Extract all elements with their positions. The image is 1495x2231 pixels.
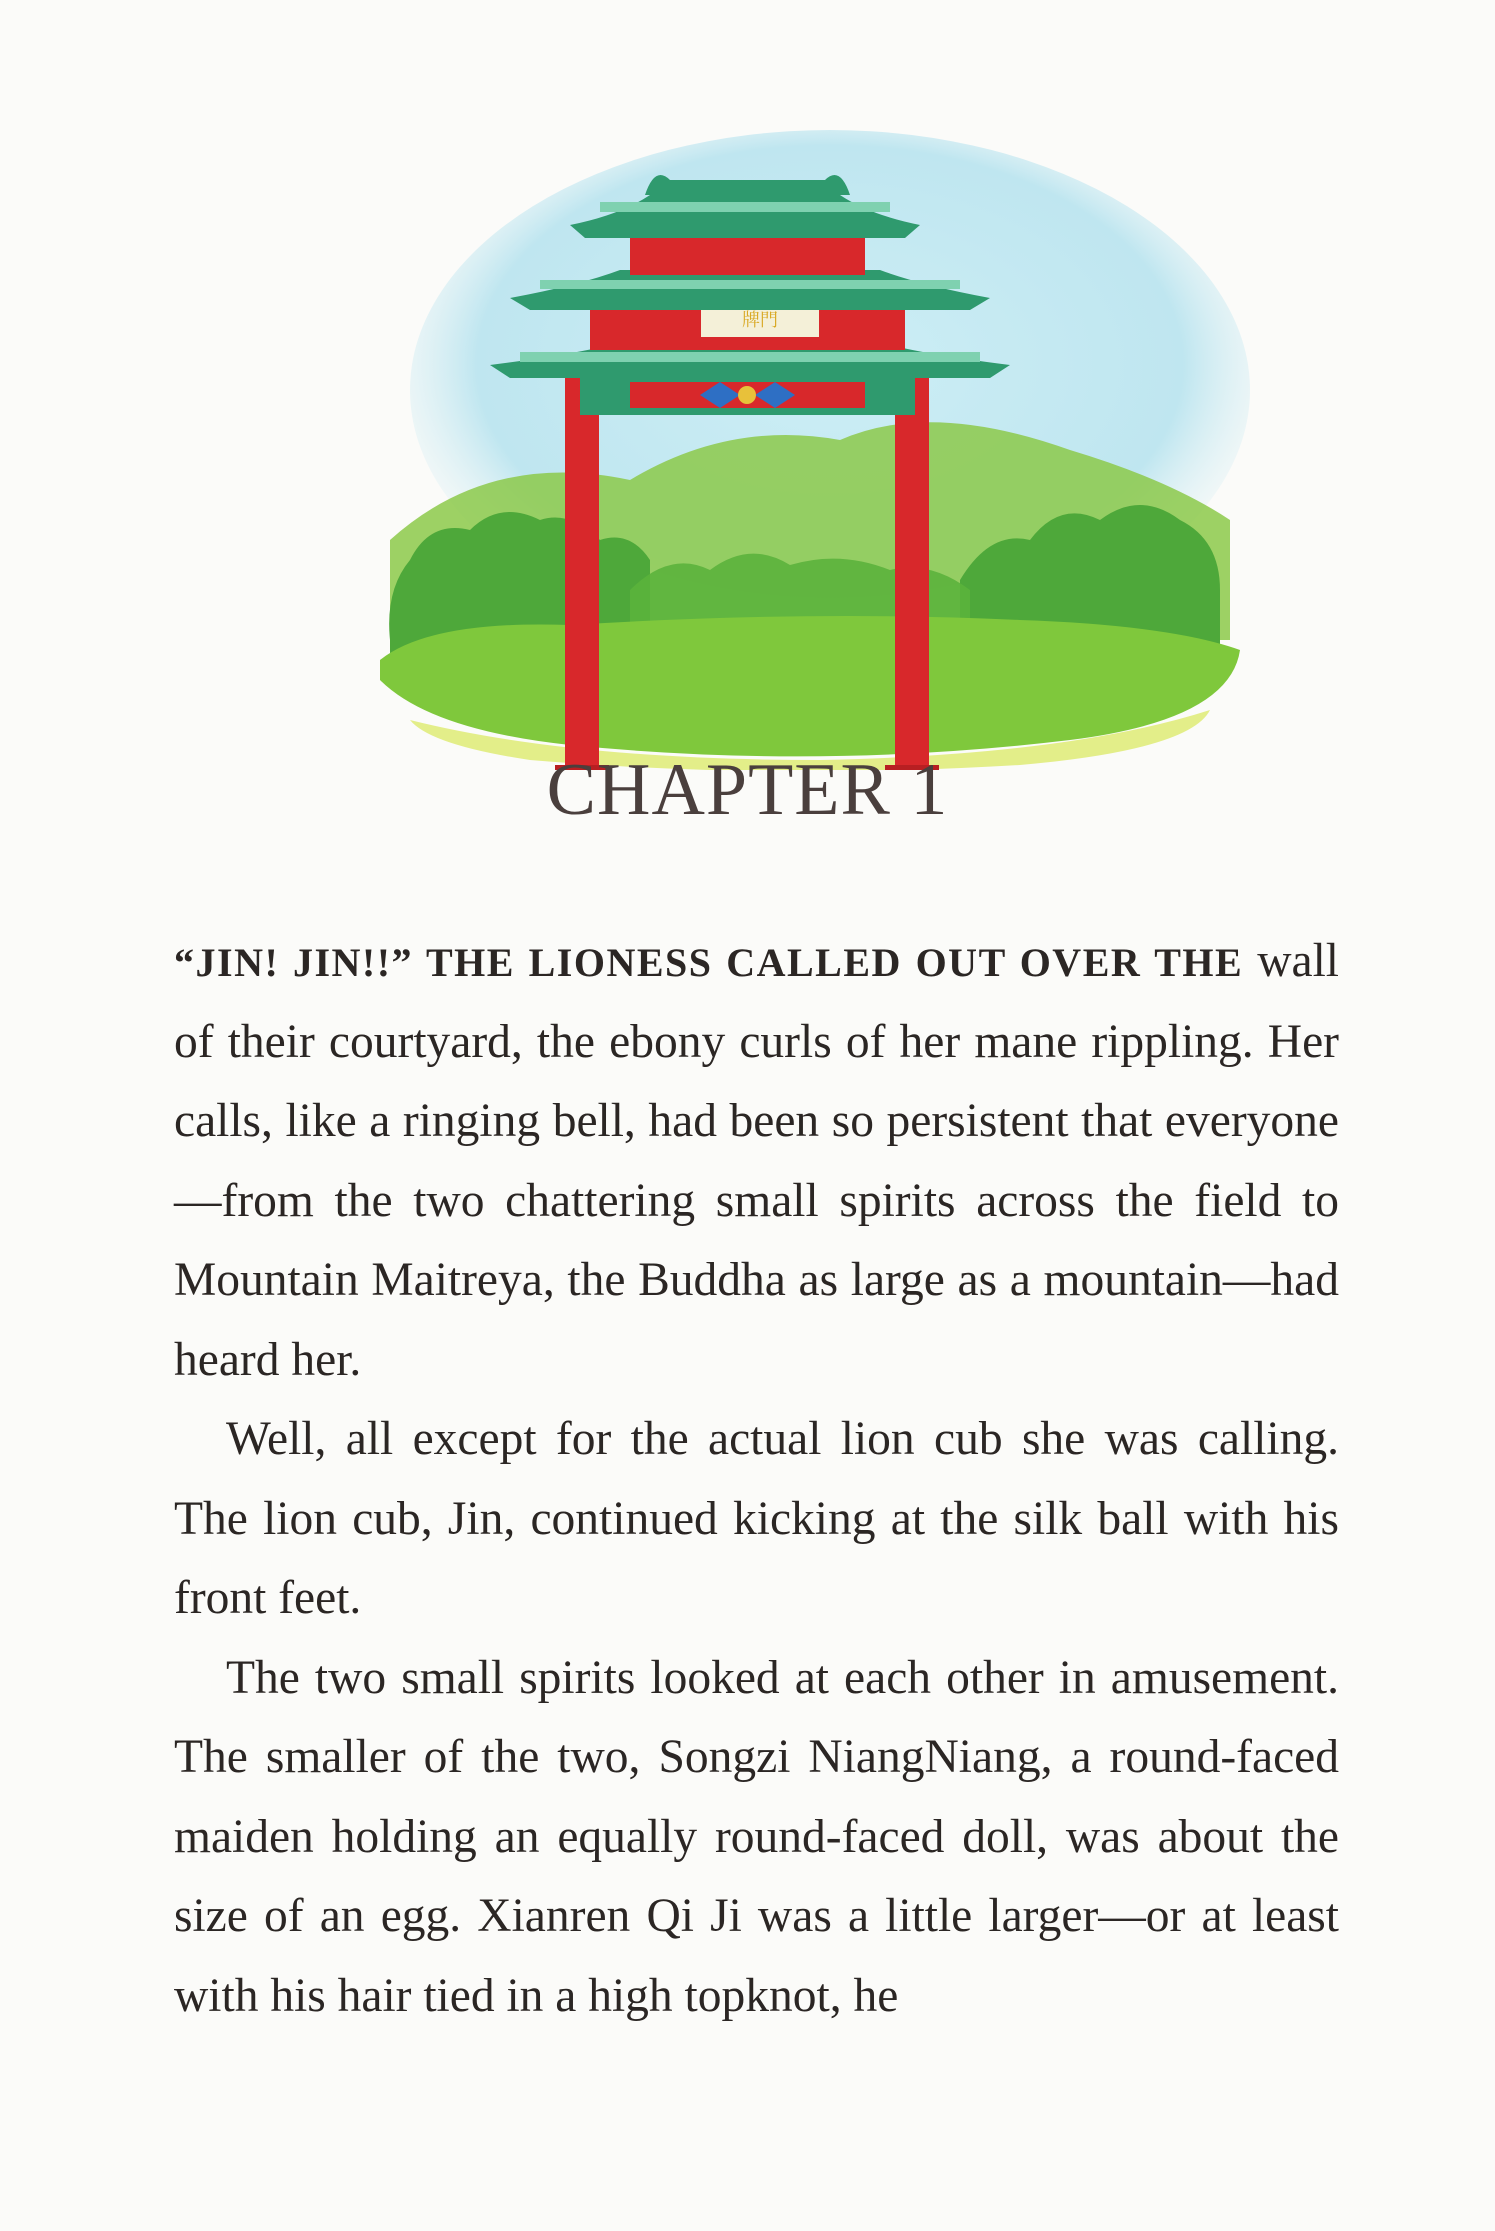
gate-sign-text: 牌門 bbox=[742, 310, 778, 331]
paragraph-1 bbox=[174, 922, 1339, 1400]
gate-illustration bbox=[370, 120, 1250, 770]
paragraph-1-lead: “JIN! JIN!!” THE LIONESS CALLED OUT OVER THE bbox=[174, 940, 1244, 985]
chapter-body bbox=[174, 922, 1339, 2036]
gate-pillar-left bbox=[565, 355, 599, 770]
paragraph-2: Well, all except for the actual lion cub she was calling. The lion cub, Jin, continued kicking at the silk ball with his front feet. bbox=[174, 1413, 1339, 1624]
gate-pillar-right bbox=[895, 355, 929, 770]
paragraph-3: The two small spirits looked at each other in amusement. The smaller of the two, Songzi NiangNiang, a round-faced maiden holding an equally round-faced doll, was about the size of an egg. Xianren Qi Ji was a little larger—or at least with his hair tied in a high topknot, he bbox=[174, 1651, 1339, 2022]
paragraph-1-text: wall of their courtyard, the ebony curls of her mane rippling. Her calls, like a ringing bell, had been so persistent that everyone—from the two chattering small spirits across the field to Mountain Maitreya, the Buddha as large as a mountain—had heard her. bbox=[174, 935, 1339, 1386]
chapter-title: CHAPTER 1 bbox=[546, 749, 949, 831]
